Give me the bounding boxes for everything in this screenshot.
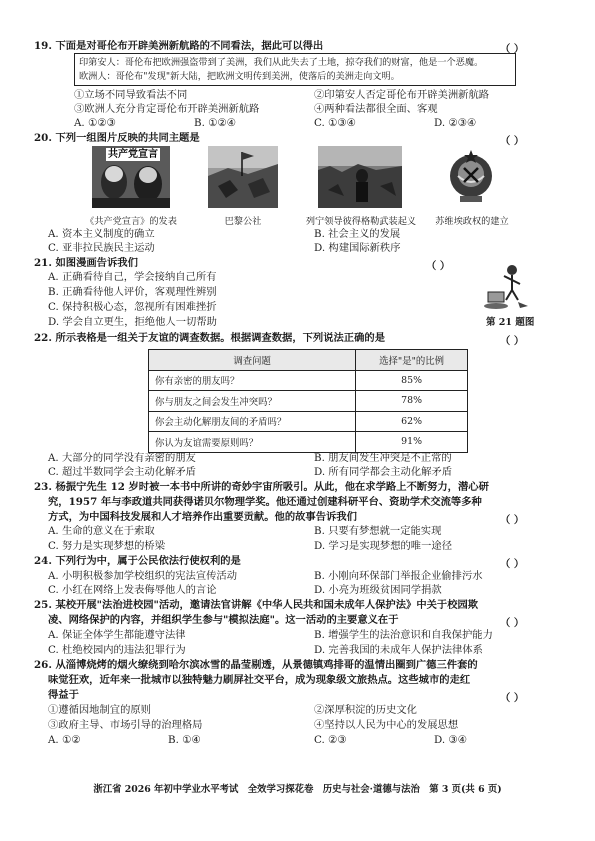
q20-stem: 20. 下列一组图片反映的共同主题是 bbox=[34, 132, 200, 144]
q24-option-d: D. 小亮为班级贫困同学捐款 bbox=[314, 584, 442, 596]
q20-option-a: A. 资本主义制度的确立 bbox=[48, 228, 155, 240]
q26-stem-line1: 26. 从淄博烧烤的烟火缭绕到哈尔滨冰雪的晶莹剔透，从景德镇鸡排哥的温情出圈到广德三件套的 bbox=[34, 659, 478, 671]
q25-stem-line2: 凌、网络保护的内容，并组织学生参与"模拟法庭"。这一活动的主要意义在于 bbox=[48, 614, 399, 626]
q20-answer-paren: （ ） bbox=[500, 135, 525, 147]
q26-statement-4: ④坚持以人民为中心的发展思想 bbox=[314, 719, 459, 731]
q22-option-b: B. 朋友间发生冲突是不正常的 bbox=[314, 452, 452, 464]
table-cell-question: 你会主动化解朋友间的矛盾吗？ bbox=[149, 411, 356, 432]
q21-figure-label: 第 21 题图 bbox=[486, 317, 535, 328]
q19-option-c: C. ①③④ bbox=[314, 117, 356, 129]
q19-stem: 19. 下面是对哥伦布开辟美洲新航路的不同看法，据此可以得出 bbox=[34, 40, 324, 52]
q22-option-c: C. 超过半数同学会主动化解矛盾 bbox=[48, 466, 196, 478]
manifesto-title-text: 共产党宣言 bbox=[108, 149, 158, 160]
table-cell-ratio: 85% bbox=[356, 370, 468, 391]
table-row bbox=[149, 432, 468, 453]
table-header-row bbox=[149, 350, 468, 371]
q26-option-b: B. ①④ bbox=[168, 734, 201, 746]
caption-paris-commune: 巴黎公社 bbox=[224, 216, 262, 227]
q26-statement-2: ②深厚积淀的历史文化 bbox=[314, 704, 417, 716]
q22-stem: 22. 所示表格是一组关于友谊的调查数据。根据调查数据，下列说法正确的是 bbox=[34, 332, 385, 344]
lenin-uprising-image bbox=[318, 146, 402, 208]
q20-option-d: D. 构建国际新秩序 bbox=[314, 242, 401, 254]
paris-commune-image bbox=[208, 146, 278, 208]
q26-statement-1: ①遵循因地制宜的原则 bbox=[48, 704, 151, 716]
q25-stem-line1: 25. 某校开展"法治进校园"活动，邀请法官讲解《中华人民共和国未成年人保护法》中关于校园欺 bbox=[34, 599, 479, 611]
q22-answer-paren: （ ） bbox=[500, 335, 525, 347]
q23-option-d: D. 学习是实现梦想的唯一途径 bbox=[314, 540, 452, 552]
q19-option-b: B. ①②④ bbox=[194, 117, 236, 129]
q19-statement-3: ③欧洲人充分肯定哥伦布开辟美洲新航路 bbox=[74, 103, 260, 115]
table-row bbox=[149, 391, 468, 412]
q24-option-b: B. 小刚向环保部门举报企业偷排污水 bbox=[314, 570, 483, 582]
caption-lenin-uprising: 列宁领导彼得格勒武装起义 bbox=[305, 216, 417, 227]
q25-option-b: B. 增强学生的法治意识和自我保护能力 bbox=[314, 629, 493, 641]
q24-stem: 24. 下列行为中，属于公民依法行使权利的是 bbox=[34, 555, 241, 567]
q23-option-b: B. 只要有梦想就一定能实现 bbox=[314, 525, 442, 537]
table-header-cell: 选择"是"的比例 bbox=[356, 350, 468, 371]
q23-answer-paren: （ ） bbox=[500, 514, 525, 526]
q23-stem-line2: 究，1957 年与李政道共同获得诺贝尔物理学奖。他还通过创建科研平台、资助学术交流等多种 bbox=[48, 496, 482, 508]
table-cell-ratio: 78% bbox=[356, 391, 468, 412]
q21-option-a: A. 正确看待自己，学会接纳自己所有 bbox=[48, 271, 217, 283]
caption-manifesto: 《共产党宣言》的发表 bbox=[85, 216, 177, 227]
table-cell-question: 你有亲密的朋友吗？ bbox=[149, 370, 356, 391]
q24-option-a: A. 小明积极参加学校组织的宪法宣传活动 bbox=[48, 570, 238, 582]
q19-quote-line1: 印第安人：哥伦布把欧洲强盗带到了美洲，我们从此失去了土地，掠夺我们的财富，他是一个恶魔。 bbox=[79, 57, 484, 68]
q19-statement-4: ④两种看法都很全面、客观 bbox=[314, 103, 438, 115]
q23-stem-line1: 23. 杨振宁先生 12 岁时被一本书中所讲的奇妙宇宙所吸引。从此，他在求学路上不断努力，潜心研 bbox=[34, 481, 489, 493]
q25-option-c: C. 杜绝校园内的违法犯罪行为 bbox=[48, 644, 186, 656]
q21-answer-paren: （ ） bbox=[426, 260, 451, 272]
table-cell-ratio: 91% bbox=[356, 432, 468, 453]
q26-option-d: D. ③④ bbox=[434, 734, 467, 746]
q19-statement-2: ②印第安人否定哥伦布开辟美洲新航路 bbox=[314, 89, 490, 101]
table-row bbox=[149, 411, 468, 432]
table-cell-ratio: 62% bbox=[356, 411, 468, 432]
q19-option-a: A. ①②③ bbox=[74, 117, 116, 129]
q21-option-d: D. 学会自立更生，拒绝他人一切帮助 bbox=[48, 316, 217, 328]
q25-option-a: A. 保证全体学生都能遵守法律 bbox=[48, 629, 186, 641]
q26-stem-line3: 得益于 bbox=[48, 689, 79, 701]
q19-quote-line2: 欧洲人：哥伦布"发现"新大陆，把欧洲文明传到美洲，使落后的美洲走向文明。 bbox=[79, 71, 400, 82]
page-footer: 浙江省 2026 年初中学业水平考试 全效学习探花卷 历史与社会·道德与法治 第 3 页(共 6 页) bbox=[93, 784, 502, 795]
table-cell-question: 你认为友谊需要原则吗？ bbox=[149, 432, 356, 453]
q19-option-d: D. ②③④ bbox=[434, 117, 477, 129]
q24-answer-paren: （ ） bbox=[500, 558, 525, 570]
q23-option-c: C. 努力是实现梦想的桥梁 bbox=[48, 540, 166, 552]
q26-answer-paren: （ ） bbox=[500, 692, 525, 704]
q26-stem-line2: 味觉狂欢，近年来一批城市以独特魅力刷屏社交平台，成为现象级文旅热点。这些城市的走红 bbox=[48, 674, 471, 686]
q22-option-a: A. 大部分的同学没有亲密的朋友 bbox=[48, 452, 196, 464]
q20-option-b: B. 社会主义的发展 bbox=[314, 228, 401, 240]
q20-option-c: C. 亚非拉民族民主运动 bbox=[48, 242, 155, 254]
q26-option-c: C. ②③ bbox=[314, 734, 347, 746]
caption-soviet-regime: 苏维埃政权的建立 bbox=[435, 216, 509, 227]
table-row bbox=[149, 370, 468, 391]
soviet-emblem-image bbox=[446, 146, 496, 208]
q25-answer-paren: （ ） bbox=[500, 617, 525, 629]
communist-manifesto-image bbox=[92, 146, 170, 208]
q25-option-d: D. 完善我国的未成年人保护法律体系 bbox=[314, 644, 483, 656]
table-cell-question: 你与朋友之间会发生冲突吗？ bbox=[149, 391, 356, 412]
q19-statement-1: ①立场不同导致看法不同 bbox=[74, 89, 188, 101]
survey-table bbox=[148, 349, 468, 453]
q26-statement-3: ③政府主导、市场引导的治理格局 bbox=[48, 719, 203, 731]
q21-option-b: B. 正确看待他人评价，客观理性辨别 bbox=[48, 286, 217, 298]
q21-option-c: C. 保持积极心态，忽视所有困难挫折 bbox=[48, 301, 217, 313]
q24-option-c: C. 小红在网络上发表侮辱他人的言论 bbox=[48, 584, 217, 596]
q19-answer-paren: （ ） bbox=[500, 43, 525, 55]
q22-option-d: D. 所有同学都会主动化解矛盾 bbox=[314, 466, 452, 478]
q21-stem: 21. 如图漫画告诉我们 bbox=[34, 257, 138, 269]
table-header-cell: 调查问题 bbox=[149, 350, 356, 371]
q21-cartoon-image bbox=[482, 262, 530, 312]
q26-option-a: A. ①② bbox=[48, 734, 81, 746]
q23-option-a: A. 生命的意义在于索取 bbox=[48, 525, 155, 537]
q19-quote-box bbox=[74, 53, 516, 86]
q23-stem-line3: 方式，为中国科技发展和人才培养作出重要贡献。他的故事告诉我们 bbox=[48, 511, 357, 523]
